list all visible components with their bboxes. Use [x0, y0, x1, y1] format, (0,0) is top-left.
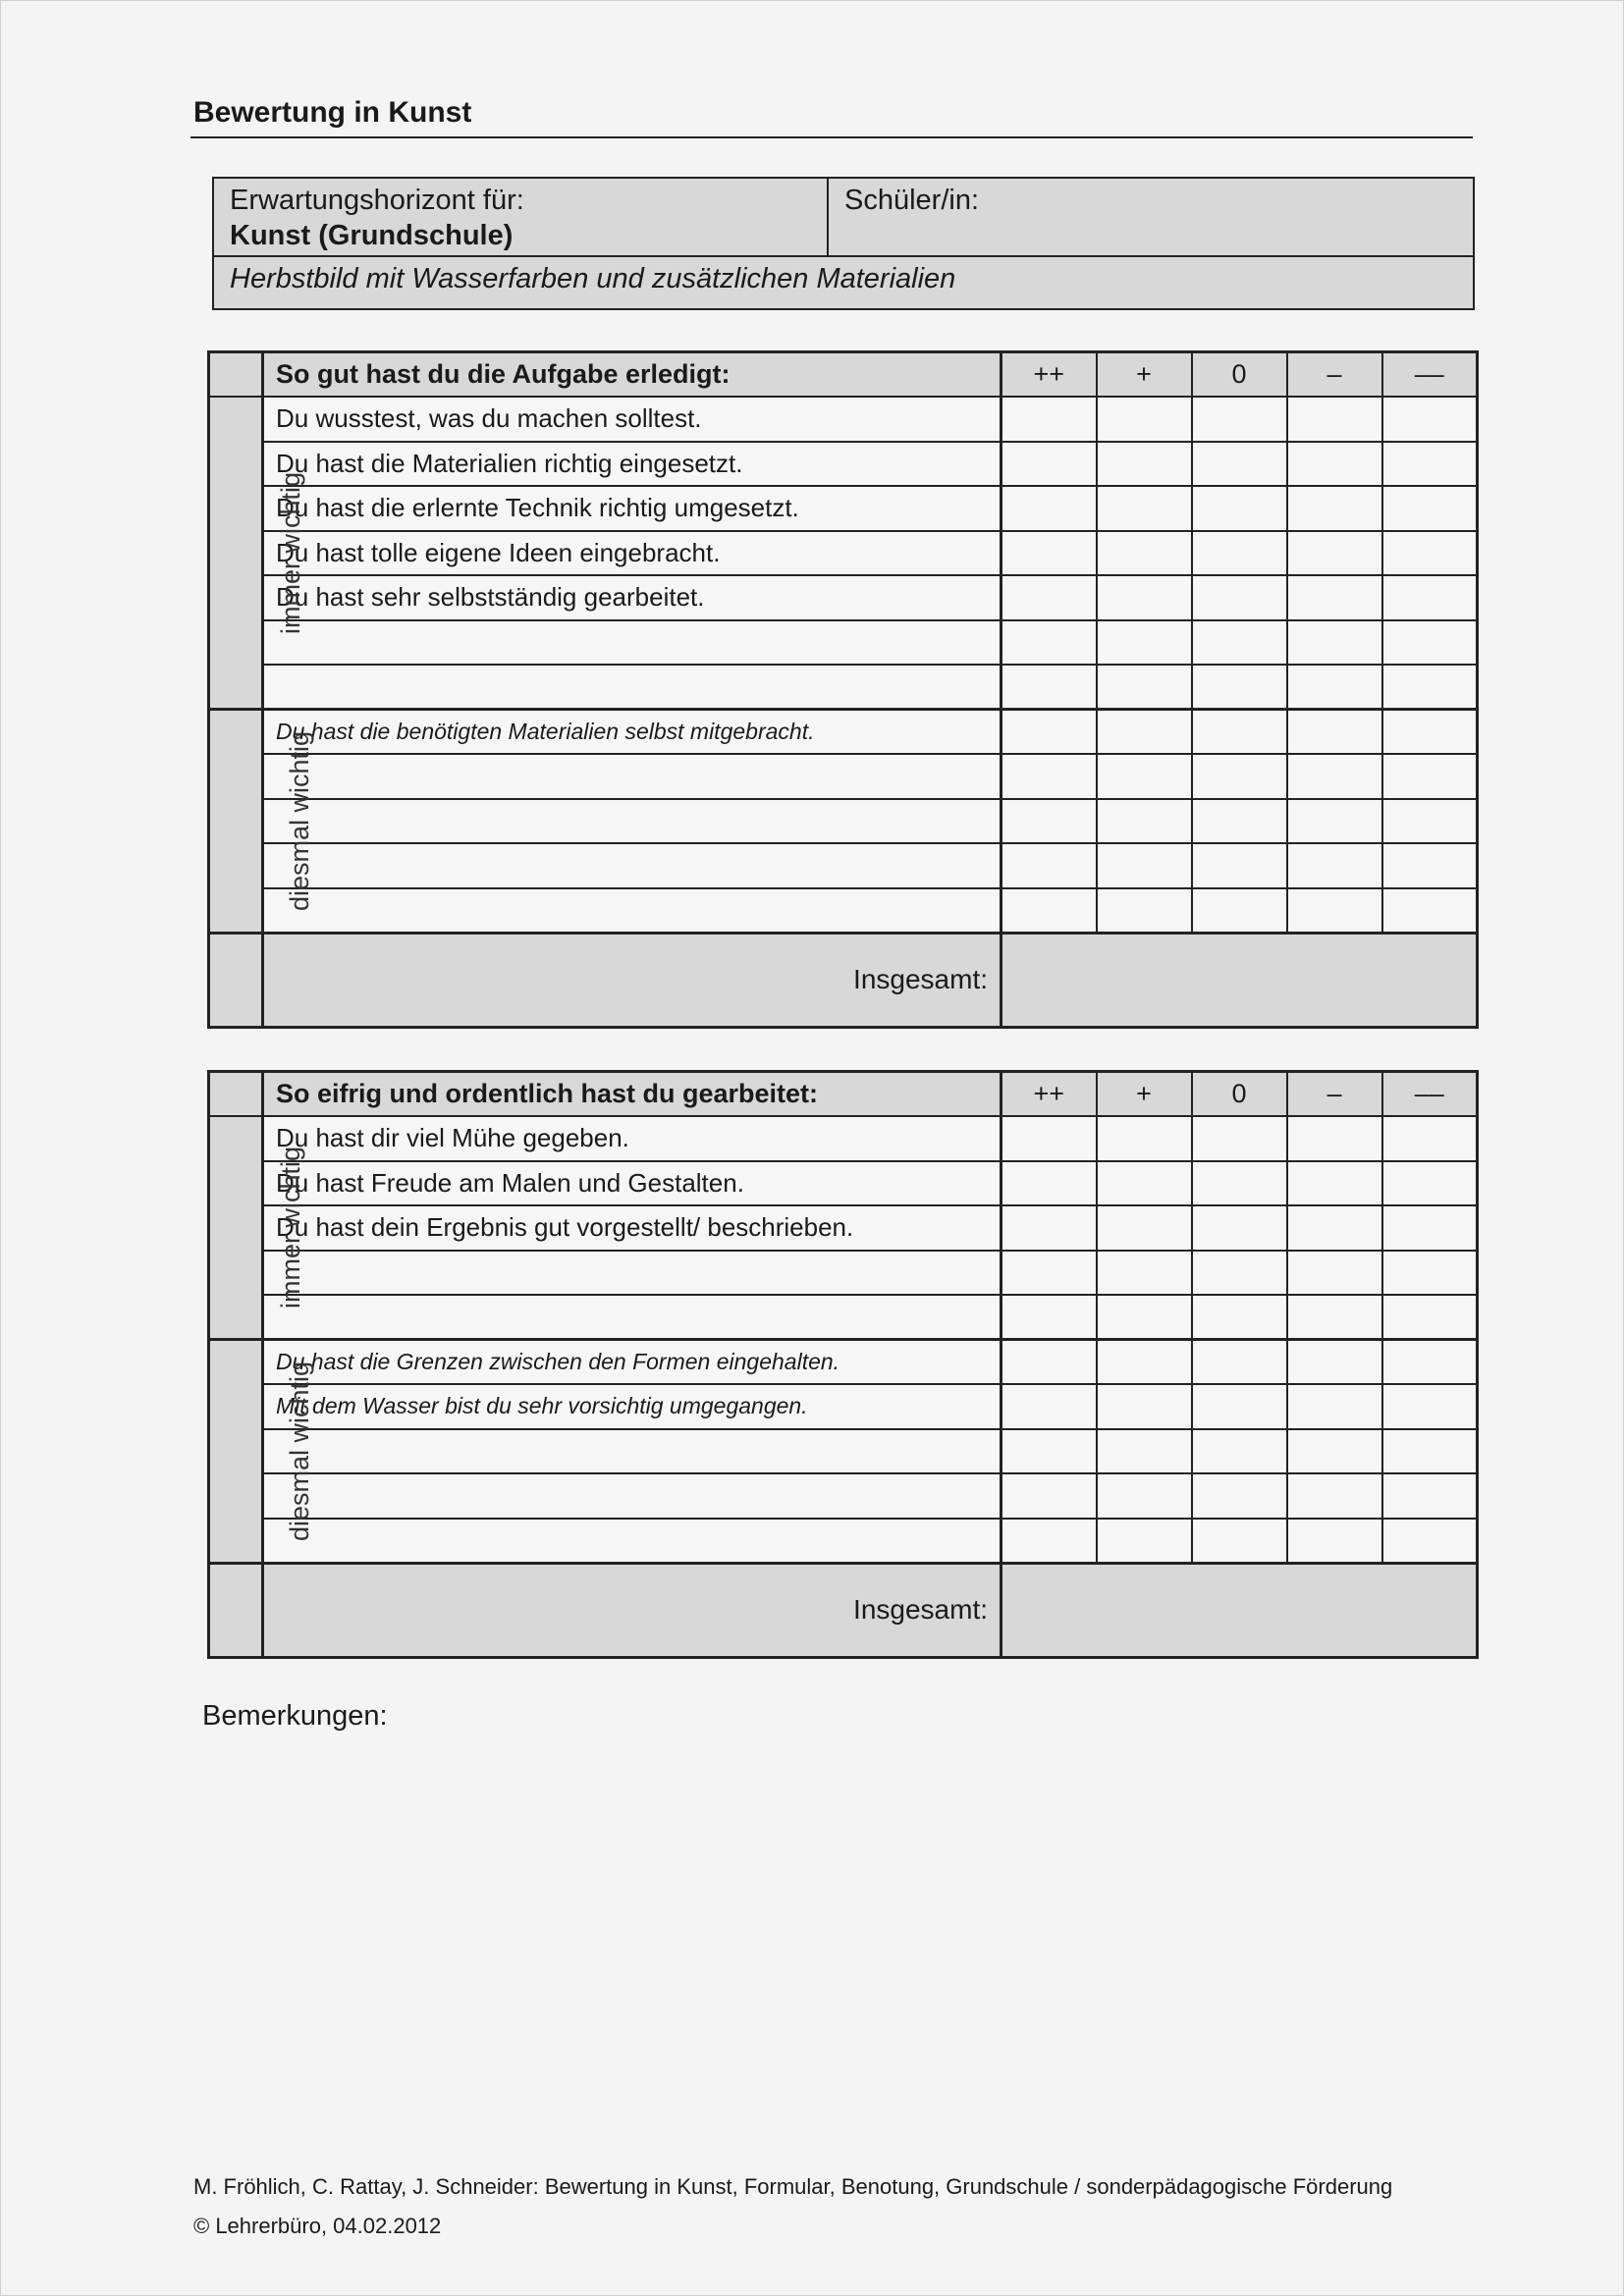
rating-checkbox-cell[interactable]	[1001, 620, 1097, 666]
scale-header-2: 0	[1192, 352, 1287, 398]
rating-checkbox-cell[interactable]	[1287, 1384, 1382, 1429]
header-corner-cell	[209, 352, 263, 398]
rating-checkbox-cell[interactable]	[1287, 1519, 1382, 1564]
rating-checkbox-cell[interactable]	[1287, 531, 1382, 576]
rating-checkbox-cell[interactable]	[1192, 1384, 1287, 1429]
total-label: Insgesamt:	[263, 933, 1001, 1027]
rating-checkbox-cell[interactable]	[1001, 575, 1097, 620]
scale-header-2: 0	[1192, 1072, 1287, 1117]
table-heading: So eifrig und ordentlich hast du gearbeitet:	[263, 1072, 1001, 1117]
rating-checkbox-cell[interactable]	[1382, 531, 1478, 576]
rating-checkbox-cell[interactable]	[1287, 1161, 1382, 1206]
rating-checkbox-cell[interactable]	[1192, 1251, 1287, 1296]
criterion-text[interactable]	[263, 620, 1001, 666]
criterion-text[interactable]	[263, 665, 1001, 710]
rating-checkbox-cell[interactable]	[1382, 1473, 1478, 1519]
rating-checkbox-cell[interactable]	[1097, 1116, 1192, 1161]
rating-checkbox-cell[interactable]	[1382, 1161, 1478, 1206]
rating-checkbox-cell[interactable]	[1097, 665, 1192, 710]
rating-checkbox-cell[interactable]	[1382, 1429, 1478, 1474]
criterion-text[interactable]	[263, 1473, 1001, 1519]
category-always-important	[209, 1116, 306, 1340]
scale-header-0: ++	[1001, 1072, 1097, 1117]
rating-checkbox-cell[interactable]	[1097, 397, 1192, 442]
criterion-text: Du hast sehr selbstständig gearbeitet.	[263, 575, 1001, 620]
rating-checkbox-cell[interactable]	[1382, 1519, 1478, 1564]
page-title: Bewertung in Kunst	[193, 96, 472, 129]
expectation-cell	[214, 179, 829, 257]
table-heading: So gut hast du die Aufgabe erledigt:	[263, 352, 1001, 398]
scale-header-4: ––	[1382, 352, 1478, 398]
table-header-row	[209, 1072, 1478, 1117]
rating-checkbox-cell[interactable]	[1382, 665, 1478, 710]
rating-checkbox-cell[interactable]	[1001, 754, 1097, 799]
rating-checkbox-cell[interactable]	[1001, 1251, 1097, 1296]
criterion-text[interactable]	[263, 1251, 1001, 1296]
table-row	[209, 799, 1478, 844]
rating-checkbox-cell[interactable]	[1097, 1205, 1192, 1251]
scale-header-4: ––	[1382, 1072, 1478, 1117]
rating-checkbox-cell[interactable]	[1287, 1251, 1382, 1296]
rating-checkbox-cell[interactable]	[1097, 1251, 1192, 1296]
rating-checkbox-cell[interactable]	[1097, 575, 1192, 620]
rating-checkbox-cell[interactable]	[1287, 1205, 1382, 1251]
rating-checkbox-cell[interactable]	[1097, 710, 1192, 755]
rating-checkbox-cell[interactable]	[1192, 1429, 1287, 1474]
rating-checkbox-cell[interactable]	[1382, 1251, 1478, 1296]
rating-checkbox-cell[interactable]	[1192, 442, 1287, 487]
rating-checkbox-cell[interactable]	[1001, 888, 1097, 934]
footer-citation: M. Fröhlich, C. Rattay, J. Schneider: Bewertung in Kunst, Formular, Benotung, Grundschule / sonderpädagogische Förderung	[193, 2174, 1393, 2199]
rating-checkbox-cell[interactable]	[1382, 1205, 1478, 1251]
rating-checkbox-cell[interactable]	[1192, 754, 1287, 799]
rating-checkbox-cell[interactable]	[1192, 1205, 1287, 1251]
rating-checkbox-cell[interactable]	[1382, 754, 1478, 799]
rating-checkbox-cell[interactable]	[1382, 486, 1478, 531]
table-row	[209, 486, 1478, 531]
table-row	[209, 442, 1478, 487]
rating-checkbox-cell[interactable]	[1382, 843, 1478, 888]
rating-checkbox-cell[interactable]	[1097, 620, 1192, 666]
rating-checkbox-cell[interactable]	[1287, 1473, 1382, 1519]
rating-checkbox-cell[interactable]	[1001, 1340, 1097, 1385]
header-corner-cell	[209, 1072, 263, 1117]
expectation-label: Erwartungshorizont für:	[230, 185, 524, 216]
total-value-cell[interactable]	[1001, 1563, 1478, 1657]
table-header-row	[209, 352, 1478, 398]
rating-checkbox-cell[interactable]	[1382, 1384, 1478, 1429]
rating-checkbox-cell[interactable]	[1287, 799, 1382, 844]
table-row	[209, 888, 1478, 934]
criterion-text: Du hast die Materialien richtig eingesetzt.	[263, 442, 1001, 487]
criterion-text: Du wusstest, was du machen solltest.	[263, 397, 1001, 442]
rating-checkbox-cell[interactable]	[1192, 665, 1287, 710]
student-label: Schüler/in:	[844, 185, 980, 216]
table-row	[209, 1116, 1478, 1161]
criterion-text[interactable]	[263, 1429, 1001, 1474]
rating-checkbox-cell[interactable]	[1287, 710, 1382, 755]
table-row	[209, 843, 1478, 888]
table-row	[209, 1519, 1478, 1564]
rating-checkbox-cell[interactable]	[1192, 397, 1287, 442]
rating-checkbox-cell[interactable]	[1287, 843, 1382, 888]
scale-header-3: –	[1287, 1072, 1382, 1117]
header-box	[212, 177, 1475, 310]
criterion-text[interactable]	[263, 888, 1001, 934]
rating-checkbox-cell[interactable]	[1001, 1205, 1097, 1251]
rating-checkbox-cell[interactable]	[1097, 531, 1192, 576]
criterion-text: Du hast die Grenzen zwischen den Formen eingehalten.	[263, 1340, 1001, 1385]
table-row	[209, 1251, 1478, 1296]
rating-checkbox-cell[interactable]	[1192, 1473, 1287, 1519]
criterion-text[interactable]	[263, 1519, 1001, 1564]
rating-checkbox-cell[interactable]	[1382, 575, 1478, 620]
topic-label: Herbstbild mit Wasserfarben und zusätzlichen Materialien	[230, 263, 956, 294]
student-cell[interactable]	[829, 179, 1473, 257]
rating-checkbox-cell[interactable]	[1001, 1519, 1097, 1564]
criterion-text: Du hast dein Ergebnis gut vorgestellt/ beschrieben.	[263, 1205, 1001, 1251]
rating-checkbox-cell[interactable]	[1097, 442, 1192, 487]
rating-checkbox-cell[interactable]	[1382, 799, 1478, 844]
rating-checkbox-cell[interactable]	[1192, 888, 1287, 934]
rating-checkbox-cell[interactable]	[1287, 575, 1382, 620]
rating-checkbox-cell[interactable]	[1097, 843, 1192, 888]
rating-checkbox-cell[interactable]	[1001, 1116, 1097, 1161]
rating-checkbox-cell[interactable]	[1001, 1161, 1097, 1206]
rating-checkbox-cell[interactable]	[1097, 1429, 1192, 1474]
table-row	[209, 1161, 1478, 1206]
rating-checkbox-cell[interactable]	[1097, 1295, 1192, 1340]
criterion-text: Du hast die erlernte Technik richtig umgesetzt.	[263, 486, 1001, 531]
rating-checkbox-cell[interactable]	[1382, 1116, 1478, 1161]
rating-checkbox-cell[interactable]	[1097, 1161, 1192, 1206]
criterion-text[interactable]	[263, 799, 1001, 844]
rating-checkbox-cell[interactable]	[1097, 1473, 1192, 1519]
rating-checkbox-cell[interactable]	[1097, 486, 1192, 531]
total-corner-cell	[209, 933, 263, 1027]
rating-checkbox-cell[interactable]	[1287, 1116, 1382, 1161]
rating-checkbox-cell[interactable]	[1287, 754, 1382, 799]
criterion-text: Du hast die benötigten Materialien selbst mitgebracht.	[263, 710, 1001, 755]
rating-checkbox-cell[interactable]	[1382, 620, 1478, 666]
table-row	[209, 620, 1478, 666]
category-always-important-text: immer wichtig	[276, 1146, 306, 1309]
rating-checkbox-cell[interactable]	[1192, 1116, 1287, 1161]
table-row	[209, 1295, 1478, 1340]
total-value-cell[interactable]	[1001, 933, 1478, 1027]
category-important-this-time	[209, 710, 315, 934]
rating-checkbox-cell[interactable]	[1001, 442, 1097, 487]
rating-checkbox-cell[interactable]	[1001, 1384, 1097, 1429]
rating-checkbox-cell[interactable]	[1001, 397, 1097, 442]
table-row	[209, 1429, 1478, 1474]
rating-checkbox-cell[interactable]	[1192, 1295, 1287, 1340]
category-always-important-text: immer wichtig	[276, 471, 306, 634]
rating-checkbox-cell[interactable]	[1192, 1161, 1287, 1206]
rating-checkbox-cell[interactable]	[1097, 1340, 1192, 1385]
rating-checkbox-cell[interactable]	[1097, 1384, 1192, 1429]
category-important-this-time	[209, 1340, 315, 1564]
rating-checkbox-cell[interactable]	[1192, 1519, 1287, 1564]
criterion-text: Du hast Freude am Malen und Gestalten.	[263, 1161, 1001, 1206]
scale-header-1: +	[1097, 1072, 1192, 1117]
table-row	[209, 531, 1478, 576]
rating-table-effort	[207, 1070, 1479, 1659]
category-always-important	[209, 397, 306, 710]
rating-checkbox-cell[interactable]	[1192, 575, 1287, 620]
criterion-text[interactable]	[263, 1295, 1001, 1340]
subject-label: Kunst (Grundschule)	[230, 220, 514, 251]
rating-checkbox-cell[interactable]	[1097, 754, 1192, 799]
rating-checkbox-cell[interactable]	[1001, 1429, 1097, 1474]
criterion-text[interactable]	[263, 754, 1001, 799]
footer-copyright: © Lehrerbüro, 04.02.2012	[193, 2214, 442, 2238]
rating-checkbox-cell[interactable]	[1192, 1340, 1287, 1385]
criterion-text: Du hast dir viel Mühe gegeben.	[263, 1116, 1001, 1161]
rating-checkbox-cell[interactable]	[1382, 1340, 1478, 1385]
table-row	[209, 397, 1478, 442]
category-important-this-time-text: diesmal wichtig	[285, 730, 315, 911]
rating-checkbox-cell[interactable]	[1097, 799, 1192, 844]
rating-checkbox-cell[interactable]	[1097, 888, 1192, 934]
rating-checkbox-cell[interactable]	[1001, 1295, 1097, 1340]
rating-table-task	[207, 350, 1479, 1029]
table-row	[209, 1384, 1478, 1429]
rating-checkbox-cell[interactable]	[1382, 710, 1478, 755]
title-divider	[190, 136, 1473, 138]
table-row	[209, 665, 1478, 710]
total-row	[209, 1563, 1478, 1657]
remarks-label: Bemerkungen:	[202, 1700, 388, 1732]
rating-checkbox-cell[interactable]	[1192, 620, 1287, 666]
rating-checkbox-cell[interactable]	[1382, 397, 1478, 442]
table-row	[209, 1473, 1478, 1519]
total-row	[209, 933, 1478, 1027]
rating-checkbox-cell[interactable]	[1001, 1473, 1097, 1519]
rating-checkbox-cell[interactable]	[1001, 843, 1097, 888]
rating-checkbox-cell[interactable]	[1192, 531, 1287, 576]
rating-checkbox-cell[interactable]	[1192, 710, 1287, 755]
rating-checkbox-cell[interactable]	[1287, 397, 1382, 442]
rating-checkbox-cell[interactable]	[1382, 442, 1478, 487]
table-row	[209, 1340, 1478, 1385]
rating-checkbox-cell[interactable]	[1001, 665, 1097, 710]
rating-checkbox-cell[interactable]	[1001, 710, 1097, 755]
table-row	[209, 710, 1478, 755]
rating-checkbox-cell[interactable]	[1287, 486, 1382, 531]
criterion-text[interactable]	[263, 843, 1001, 888]
rating-checkbox-cell[interactable]	[1287, 620, 1382, 666]
rating-checkbox-cell[interactable]	[1287, 1340, 1382, 1385]
rating-checkbox-cell[interactable]	[1192, 843, 1287, 888]
rating-checkbox-cell[interactable]	[1287, 888, 1382, 934]
rating-checkbox-cell[interactable]	[1287, 442, 1382, 487]
rating-checkbox-cell[interactable]	[1287, 1429, 1382, 1474]
rating-checkbox-cell[interactable]	[1001, 531, 1097, 576]
scale-header-0: ++	[1001, 352, 1097, 398]
table-row	[209, 754, 1478, 799]
rating-checkbox-cell[interactable]	[1001, 486, 1097, 531]
rating-checkbox-cell[interactable]	[1382, 888, 1478, 934]
total-corner-cell	[209, 1563, 263, 1657]
total-label: Insgesamt:	[263, 1563, 1001, 1657]
rating-checkbox-cell[interactable]	[1192, 486, 1287, 531]
category-important-this-time-text: diesmal wichtig	[285, 1361, 315, 1541]
rating-checkbox-cell[interactable]	[1097, 1519, 1192, 1564]
scale-header-1: +	[1097, 352, 1192, 398]
criterion-text: Du hast tolle eigene Ideen eingebracht.	[263, 531, 1001, 576]
rating-checkbox-cell[interactable]	[1382, 1295, 1478, 1340]
table-row	[209, 575, 1478, 620]
scale-header-3: –	[1287, 352, 1382, 398]
criterion-text: Mit dem Wasser bist du sehr vorsichtig umgegangen.	[263, 1384, 1001, 1429]
rating-checkbox-cell[interactable]	[1287, 1295, 1382, 1340]
rating-checkbox-cell[interactable]	[1287, 665, 1382, 710]
rating-checkbox-cell[interactable]	[1192, 799, 1287, 844]
table-row	[209, 1205, 1478, 1251]
rating-checkbox-cell[interactable]	[1001, 799, 1097, 844]
